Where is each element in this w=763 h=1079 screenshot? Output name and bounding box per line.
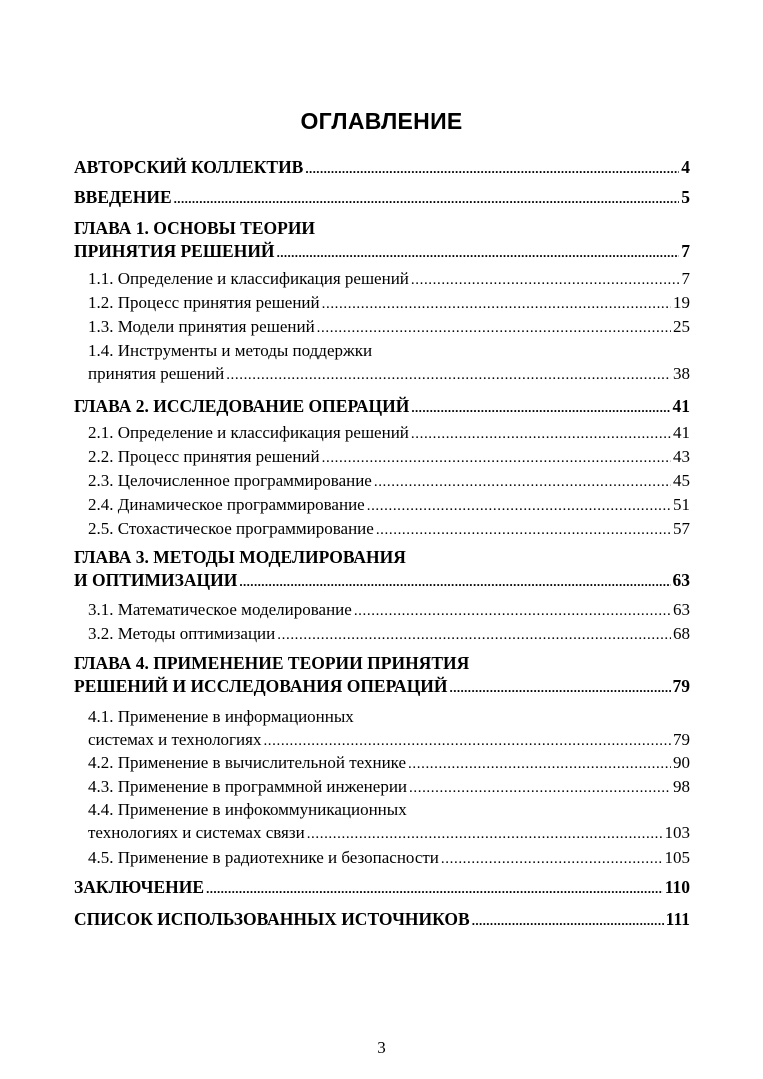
toc-entry-page: 111 <box>665 909 690 929</box>
toc-section-entry[interactable] <box>88 267 690 292</box>
dot-leader <box>411 269 680 292</box>
toc-entry-page: 7 <box>681 269 690 288</box>
toc-chapter-entry[interactable] <box>74 156 690 180</box>
dot-leader <box>450 676 671 699</box>
toc-section-entry[interactable] <box>88 798 690 846</box>
toc-entry-title: 1.2. Процесс принятия решений <box>88 293 320 312</box>
toc-section-entry[interactable] <box>88 291 690 316</box>
toc-entry-title: 4.3. Применение в программной инженерии <box>88 777 408 796</box>
toc-section-entry[interactable] <box>88 622 690 647</box>
toc-chapter-entry[interactable] <box>74 876 690 900</box>
toc-entry-title: ЗАКЛЮЧЕНИЕ <box>74 877 205 897</box>
toc-section-entry[interactable] <box>88 775 690 800</box>
toc-entry-page: 105 <box>664 848 690 867</box>
toc-entry-title: технологиях и системах связи <box>88 823 305 842</box>
toc-entry-page: 51 <box>673 495 690 514</box>
toc-chapter-entry[interactable] <box>74 186 690 210</box>
toc-entry-title: 3.2. Методы оптимизации <box>88 624 276 643</box>
toc-entry-title: принятия решений <box>88 364 225 383</box>
toc-entry-title: 2.4. Динамическое программирование <box>88 495 365 514</box>
toc-chapter-entry[interactable] <box>74 546 690 593</box>
page-title: ОГЛАВЛЕНИЕ <box>300 108 463 134</box>
toc-entry-title: 2.3. Целочисленное программирование <box>88 471 372 490</box>
toc-entry-title: И ОПТИМИЗАЦИИ <box>74 570 238 590</box>
page-number: 3 <box>377 1038 386 1057</box>
dot-leader <box>322 293 671 316</box>
toc-entry-title: 1.1. Определение и классификация решений <box>88 269 409 288</box>
toc-entry-page: 98 <box>673 777 690 796</box>
dot-leader <box>307 823 663 846</box>
dot-leader <box>376 519 671 542</box>
toc-entry-title: ВВЕДЕНИЕ <box>74 187 172 207</box>
dot-leader <box>409 777 671 800</box>
toc-entry-page: 90 <box>673 753 690 772</box>
toc-entry-title-line: 4.4. Применение в инфокоммуникационных <box>88 800 407 819</box>
toc-entry-title: РЕШЕНИЙ И ИССЛЕДОВАНИЯ ОПЕРАЦИЙ <box>74 676 448 696</box>
toc-entry-title: 1.3. Модели принятия решений <box>88 317 315 336</box>
toc-entry-page: 45 <box>673 471 690 490</box>
toc-entry-title-line: ГЛАВА 1. ОСНОВЫ ТЕОРИИ <box>74 218 316 238</box>
toc-entry-page: 7 <box>681 241 690 261</box>
dot-leader <box>277 624 671 647</box>
dot-leader <box>354 600 671 623</box>
toc-section-entry[interactable] <box>88 445 690 470</box>
toc-section-entry[interactable] <box>88 705 690 753</box>
toc-entry-page: 103 <box>664 823 690 842</box>
toc-entry-page: 41 <box>673 423 690 442</box>
toc-section-entry[interactable] <box>88 421 690 446</box>
dot-leader <box>206 877 663 900</box>
toc-section-entry[interactable] <box>88 339 690 387</box>
toc-entry-page: 63 <box>673 600 690 619</box>
toc-entry-title: 4.5. Применение в радиотехнике и безопасности <box>88 848 439 867</box>
toc-entry-title: АВТОРСКИЙ КОЛЛЕКТИВ <box>74 157 304 177</box>
toc-entry-page: 4 <box>681 157 690 177</box>
dot-leader <box>408 753 671 776</box>
toc-entry-page: 79 <box>672 676 690 696</box>
toc-section-entry[interactable] <box>88 315 690 340</box>
toc-chapter-entry[interactable] <box>74 217 690 264</box>
toc-section-entry[interactable] <box>88 493 690 518</box>
dot-leader <box>472 909 664 932</box>
dot-leader <box>263 730 671 753</box>
toc-entry-title: ПРИНЯТИЯ РЕШЕНИЙ <box>74 241 275 261</box>
toc-entry-title: 3.1. Математическое моделирование <box>88 600 352 619</box>
toc-entry-title-line: ГЛАВА 4. ПРИМЕНЕНИЕ ТЕОРИИ ПРИНЯТИЯ <box>74 653 470 673</box>
dot-leader <box>322 447 671 470</box>
dot-leader <box>317 317 671 340</box>
dot-leader <box>174 187 680 210</box>
dot-leader <box>411 396 670 419</box>
toc-entry-page: 110 <box>664 877 690 897</box>
toc-entry-page: 57 <box>673 519 690 538</box>
toc-section-entry[interactable] <box>88 846 690 871</box>
toc-section-entry[interactable] <box>88 598 690 623</box>
toc-entry-title: ГЛАВА 2. ИССЛЕДОВАНИЕ ОПЕРАЦИЙ <box>74 396 410 416</box>
dot-leader <box>367 495 671 518</box>
dot-leader <box>277 241 680 264</box>
toc-entry-page: 79 <box>673 730 690 749</box>
toc-entry-title-line: ГЛАВА 3. МЕТОДЫ МОДЕЛИРОВАНИЯ <box>74 547 406 567</box>
toc-entry-title: системах и технологиях <box>88 730 262 749</box>
dot-leader <box>305 157 679 180</box>
dot-leader <box>441 848 663 871</box>
toc-entry-page: 25 <box>673 317 690 336</box>
toc-chapter-entry[interactable] <box>74 652 690 699</box>
toc-entry-page: 63 <box>672 570 690 590</box>
toc-entry-title: 2.2. Процесс принятия решений <box>88 447 320 466</box>
toc-entry-title: 2.1. Определение и классификация решений <box>88 423 409 442</box>
toc-entry-page: 5 <box>681 187 690 207</box>
toc-entry-title-line: 4.1. Применение в информационных <box>88 707 354 726</box>
toc-section-entry[interactable] <box>88 517 690 542</box>
toc-entry-page: 68 <box>673 624 690 643</box>
dot-leader <box>374 471 671 494</box>
toc-entry-title: 4.2. Применение в вычислительной технике <box>88 753 407 772</box>
toc-section-entry[interactable] <box>88 751 690 776</box>
toc-entry-title: 2.5. Стохастическое программирование <box>88 519 374 538</box>
toc-section-entry[interactable] <box>88 469 690 494</box>
toc-entry-title-line: 1.4. Инструменты и методы поддержки <box>88 341 373 360</box>
toc-entry-title: СПИСОК ИСПОЛЬЗОВАННЫХ ИСТОЧНИКОВ <box>74 909 470 929</box>
toc-entry-page: 38 <box>673 364 690 383</box>
toc-entry-page: 43 <box>673 447 690 466</box>
toc-chapter-entry[interactable] <box>74 395 690 419</box>
toc-entry-page: 41 <box>672 396 690 416</box>
toc-entry-page: 19 <box>673 293 690 312</box>
dot-leader <box>226 364 671 387</box>
dot-leader <box>411 423 671 446</box>
toc-chapter-entry[interactable] <box>74 908 690 932</box>
dot-leader <box>239 570 670 593</box>
